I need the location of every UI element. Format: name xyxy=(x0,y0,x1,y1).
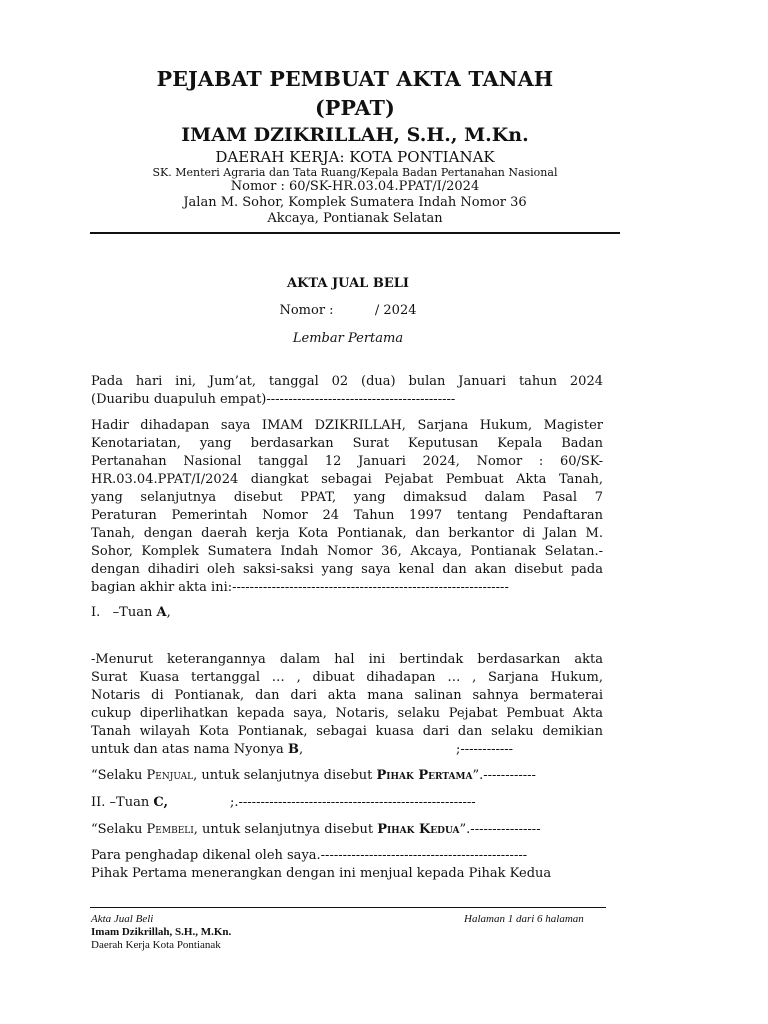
footer-notary-name: Imam Dzikrillah, S.H., M.Kn. xyxy=(91,926,232,938)
party-one-line xyxy=(91,604,603,622)
body-line: Surat Kuasa tertanggal … , dibuat dihadapan … , Sarjana Hukum, xyxy=(91,670,603,685)
body-line: HR.03.04.PPAT/I/2024 diangkat sebagai Pejabat Pembuat Akta Tanah, xyxy=(91,472,603,487)
notary-name: IMAM DZIKRILLAH, S.H., M.Kn. xyxy=(181,124,529,146)
work-area: DAERAH KERJA: KOTA PONTIANAK xyxy=(215,148,495,166)
body-line: Pada hari ini, Jum’at, tanggal 02 (dua) bulan Januari tahun 2024 xyxy=(91,374,603,389)
body-line: Peraturan Pemerintah Nomor 24 Tahun 1997 tentang Pendaftaran xyxy=(91,508,603,523)
party-one-suffix: , xyxy=(166,605,171,620)
party-two-prefix: II. –Tuan xyxy=(91,795,154,810)
body-line: Notaris di Pontianak, dan dari akta mana salinan sahnya bermaterai xyxy=(91,688,603,703)
body-line: dengan dihadiri oleh saksi-saksi yang saya kenal dan akan disebut pada xyxy=(91,562,603,577)
seller-role-line xyxy=(91,767,603,785)
body-line: bagian akhir akta ini:--------------------------------------------------------------- xyxy=(91,580,509,595)
decree-number: Nomor : 60/SK-HR.03.04.PPAT/I/2024 xyxy=(230,179,480,194)
decree-reference: SK. Menteri Agraria dan Tata Ruang/Kepala Badan Pertanahan Nasional xyxy=(152,166,558,179)
deed-sheet: Lembar Pertama xyxy=(292,331,404,346)
seller-prefix: “Selaku xyxy=(91,768,147,783)
party-two-suffix: ;.------------------------------------------------------ xyxy=(168,795,476,810)
body-line: Pihak Pertama menerangkan dengan ini menjual kepada Pihak Kedua xyxy=(91,866,552,881)
body-line: Kenotariatan, yang berdasarkan Surat Keputusan Kepala Badan xyxy=(91,436,603,451)
body-line: yang selanjutnya disebut PPAT, yang dimaksud dalam Pasal 7 xyxy=(91,490,603,505)
footer-document-name: Akta Jual Beli xyxy=(91,913,154,925)
footer-divider xyxy=(90,907,606,908)
body-line: Para penghadap dikenal oleh saya.----------------------------------------------- xyxy=(91,848,528,863)
address-line-1: Jalan M. Sohor, Komplek Sumatera Indah Nomor 36 xyxy=(183,195,527,210)
buyer-suffix: ”.---------------- xyxy=(459,822,541,837)
body-line: Tanah, dengan daerah kerja Kota Pontianak, dan berkantor di Jalan M. xyxy=(91,526,603,541)
seller-role: Penjual xyxy=(146,768,194,783)
body-line: Hadir dihadapan saya IMAM DZIKRILLAH, Sarjana Hukum, Magister xyxy=(91,418,603,433)
buyer-prefix: “Selaku xyxy=(91,822,147,837)
party-two-name: C, xyxy=(153,795,168,810)
principal-name: B xyxy=(287,742,299,757)
deed-title: AKTA JUAL BELI xyxy=(287,276,409,291)
principal-prefix: untuk dan atas nama Nyonya xyxy=(91,742,288,757)
principal-suffix: , ;------------ xyxy=(298,742,514,757)
body-line xyxy=(91,741,603,759)
buyer-party: Pihak Kedua xyxy=(377,822,460,837)
footer-work-area: Daerah Kerja Kota Pontianak xyxy=(91,939,221,951)
buyer-role-line xyxy=(91,821,603,839)
party-one-prefix: I. –Tuan xyxy=(91,605,157,620)
body-line: Pertanahan Nasional tanggal 12 Januari 2024, Nomor : 60/SK- xyxy=(91,454,603,469)
buyer-role: Pembeli xyxy=(146,822,194,837)
seller-mid: , untuk selanjutnya disebut xyxy=(193,768,377,783)
letterhead-divider xyxy=(90,232,620,234)
body-line: Sohor, Komplek Sumatera Indah Nomor 36, Akcaya, Pontianak Selatan.- xyxy=(91,544,603,559)
body-line: cukup diperlihatkan kepada saya, Notaris, selaku Pejabat Pembuat Akta xyxy=(91,706,603,721)
letterhead-subtitle: (PPAT) xyxy=(315,96,395,120)
address-line-2: Akcaya, Pontianak Selatan xyxy=(267,211,443,226)
body-line: (Duaribu duapuluh empat)------------------------------------------- xyxy=(91,392,456,407)
seller-suffix: ”.------------ xyxy=(472,768,536,783)
party-two-line xyxy=(91,794,603,812)
letterhead-title: PEJABAT PEMBUAT AKTA TANAH xyxy=(156,67,554,91)
body-line: Tanah wilayah Kota Pontianak, sebagai kuasa dari dan selaku demikian xyxy=(91,724,603,739)
buyer-mid: , untuk selanjutnya disebut xyxy=(193,822,378,837)
body-line: -Menurut keterangannya dalam hal ini bertindak berdasarkan akta xyxy=(91,652,603,667)
deed-number: Nomor : / 2024 xyxy=(279,303,417,318)
footer-page-number: Halaman 1 dari 6 halaman xyxy=(464,913,584,925)
party-one-name: A xyxy=(156,605,167,620)
seller-party: Pihak Pertama xyxy=(376,768,473,783)
